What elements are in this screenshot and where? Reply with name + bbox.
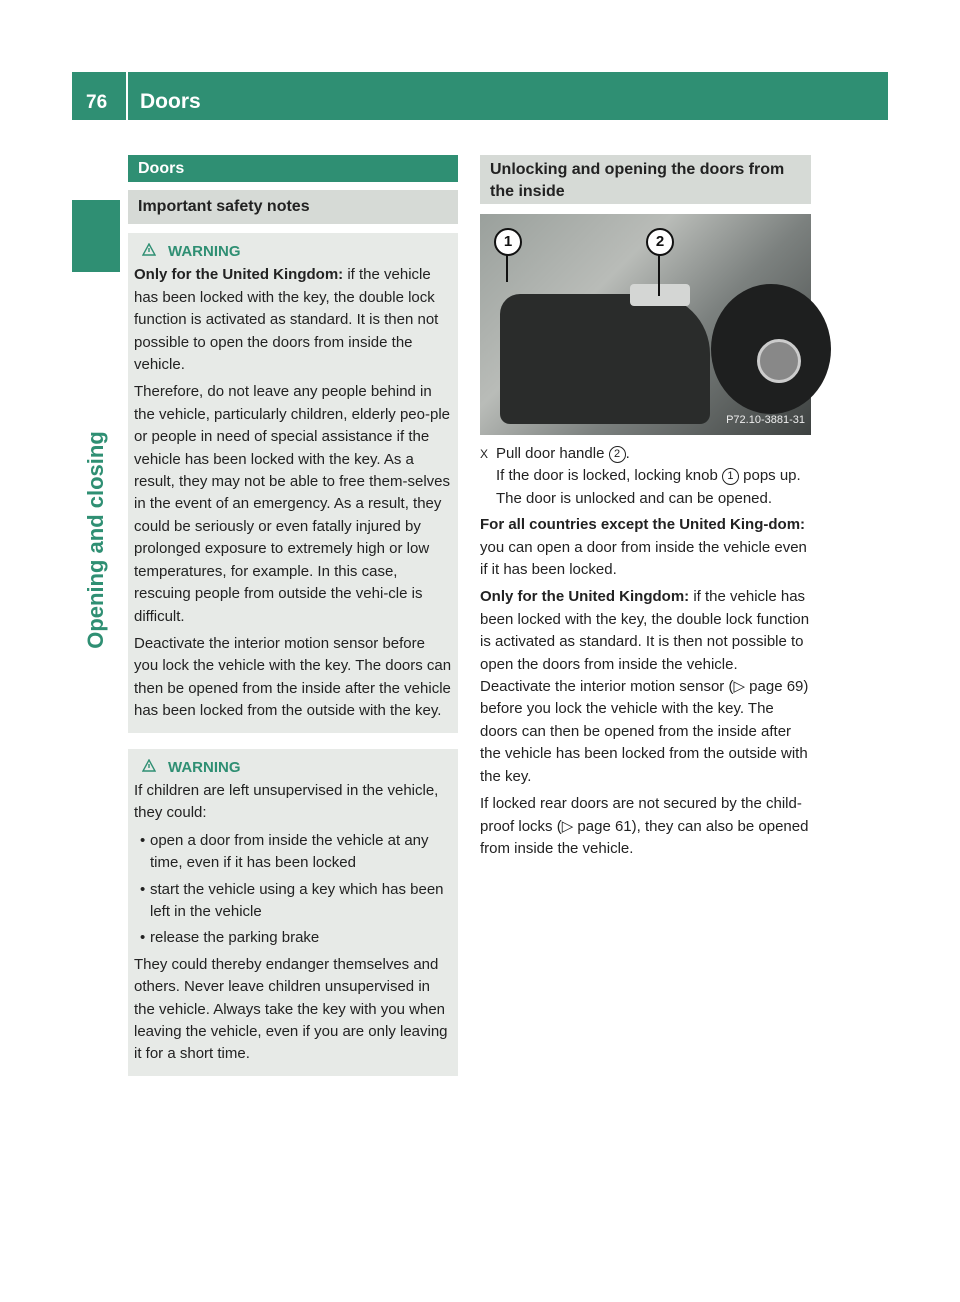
list-item	[134, 830, 452, 875]
side-tab-marker	[72, 200, 120, 272]
paragraph-text: If locked rear doors are not secured by the child-proof locks (	[480, 795, 802, 835]
step-text: .	[625, 445, 630, 462]
page-number: 76	[86, 92, 108, 113]
callout-line	[658, 252, 660, 296]
warning-paragraph: Deactivate the interior motion sensor before you lock the vehicle with the key. The doors can then be opened from the inside after the vehicle has been locked from the outside with the key.	[134, 634, 452, 720]
instruction-step	[480, 443, 811, 465]
warning-paragraph: Therefore, do not leave any people behind in the vehicle, particularly children, elderly peo-ple or people in need of special assistance if the vehicle has been locked with the key. As a result, they may not be able to free them-selves in the event of an emergency. As a result, they could be seriously or even fatally injured by prolonged exposure to extremely high or low temperatures, for example. In this case, rescuing people from outside the vehi-cle is difficult.	[134, 383, 450, 625]
body-paragraph	[480, 793, 811, 860]
callout-1: 1	[494, 228, 522, 256]
list-item-text: start the vehicle using a key which has been left in the vehicle	[150, 880, 444, 920]
step-result	[480, 465, 811, 510]
page-ref-arrow-icon: ▷	[733, 678, 745, 696]
callout-ref: 1	[722, 468, 739, 485]
warning-paragraph: They could thereby endanger themselves and others. Never leave children unsupervised in the vehicle. Always take the key with you when leaving the vehicle, even if you are only leaving it for a short time.	[134, 955, 448, 1063]
page-ref-link[interactable]: page 61)	[573, 817, 637, 835]
page-ref-arrow-icon: ▷	[561, 817, 574, 835]
warning-paragraph: If children are left unsupervised in the vehicle, they could:	[134, 781, 439, 822]
bold-lead: Only for the United Kingdom:	[134, 266, 344, 284]
callout-2: 2	[646, 228, 674, 256]
warning-heading	[134, 241, 452, 263]
bullet-icon: •	[140, 880, 146, 898]
warning-paragraph	[134, 264, 452, 376]
step-arrow-icon: X	[480, 447, 489, 461]
list-item	[134, 927, 452, 949]
list-item	[134, 879, 452, 924]
body-paragraph	[480, 586, 811, 788]
side-tab-label: Opening and closing	[83, 431, 108, 649]
door-interior-photo	[480, 214, 811, 435]
bold-lead: Only for the United Kingdom:	[480, 588, 690, 606]
paragraph-text: you can open a door from inside the vehicle even if it has been locked.	[480, 538, 807, 579]
warning-label: WARNING	[168, 758, 241, 776]
section-bar-doors: Doors	[128, 155, 458, 182]
bullet-icon: •	[140, 929, 146, 947]
callout-line	[506, 252, 508, 282]
body-paragraph	[480, 514, 811, 581]
list-item-text: release the parking brake	[150, 929, 320, 947]
warning-heading	[134, 757, 452, 779]
warning-box-2	[128, 749, 458, 1076]
warning-box-1	[128, 233, 458, 733]
paragraph-text: , they can also be opened from inside the vehicle.	[480, 817, 809, 857]
steering-wheel-hub	[757, 339, 801, 383]
page-title: Doors	[140, 90, 201, 113]
callout-ref: 2	[609, 446, 626, 463]
paragraph-text: before you lock the vehicle with the key. The doors can then be opened from the inside after the vehicle has been locked from the outside with the key.	[480, 700, 808, 785]
step-text: Pull door handle	[496, 445, 609, 462]
bullet-icon: •	[140, 831, 146, 849]
warning-label: WARNING	[168, 243, 241, 260]
right-column	[480, 155, 811, 865]
section-heading: Unlocking and opening the doors from the inside	[480, 155, 811, 204]
left-column	[128, 155, 458, 1076]
step-result-text: If the door is locked, locking knob	[496, 467, 722, 485]
paragraph-text: if the vehicle has been locked with the key, the double lock function is activated as standard. It is then not possible to open the doors from inside the vehicle. Deactivate the interior motion sensor (	[480, 588, 810, 696]
bold-lead: For all countries except the United King-dom:	[480, 516, 806, 534]
warning-triangle-icon	[142, 757, 156, 779]
paragraph-text: if the vehicle has been locked with the key, the double lock function is activated as standard. It is then not possible to open the doors from inside the vehicle.	[134, 266, 439, 374]
door-handle-shape	[630, 284, 690, 306]
warning-triangle-icon	[142, 241, 156, 263]
list-item-text: open a door from inside the vehicle at any time, even if it has been locked	[150, 831, 429, 872]
subsection-heading: Important safety notes	[128, 190, 458, 224]
header-divider	[126, 72, 128, 120]
step-result-text: pops up. The door is unlocked and can be opened.	[496, 467, 801, 507]
page-ref-link[interactable]: page 69)	[745, 678, 809, 696]
photo-code: P72.10-3881-31	[726, 413, 805, 426]
door-panel-shape	[500, 294, 710, 424]
